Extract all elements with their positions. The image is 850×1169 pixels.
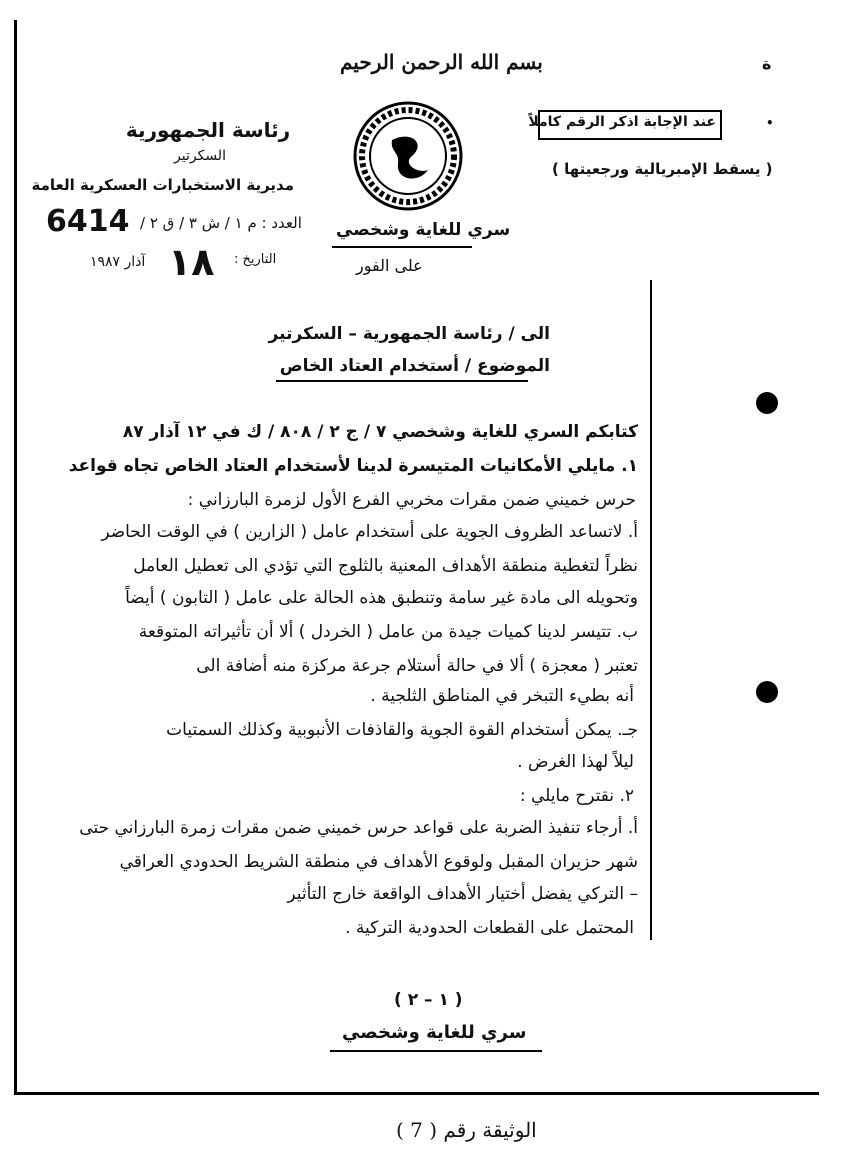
body-line: كتابكم السري للغاية وشخصي ٧ / ج ٢ / ٨٠٨ / ك في ١٢ آذار ٨٧ xyxy=(122,422,638,442)
body-line: أ. أرجاء تنفيذ الضربة على قواعد حرس خميني ضمن مقرات زمرة البارزاني حتى xyxy=(79,818,638,838)
body-line: نظراً لتغطية منطقة الأهداف المعنية بالثلوج التي تؤدي الى تعطيل العامل xyxy=(133,556,638,576)
seal-emblem xyxy=(352,100,464,212)
document-caption: الوثيقة رقم ( 7 ) xyxy=(396,1118,537,1142)
corner-mark: ة xyxy=(762,54,772,73)
corner-dot: • xyxy=(766,116,774,130)
body-line: شهر حزيران المقبل ولوقوع الأهداف في منطقة الشريط الحدودي العراقي xyxy=(119,852,638,872)
body-line: ب. تتيسر لدينا كميات جيدة من عامل ( الخردل ) ألا أن تأثيراته المتوقعة xyxy=(138,622,638,642)
date-suffix: آذار ١٩٨٧ xyxy=(90,254,146,270)
date-label: التاريخ : xyxy=(234,252,277,267)
date-value: ١٨ xyxy=(168,240,215,284)
body-line: وتحويله الى مادة غير سامة وتنطبق هذه الحالة على عامل ( التابون ) أيضاً xyxy=(125,588,638,608)
body-line: أنه بطيء التبخر في المناطق الثلجية . xyxy=(370,686,634,706)
org-sub-secretary: السكرتير xyxy=(174,148,226,164)
org-sub-intel: مديرية الاستخبارات العسكرية العامة xyxy=(31,176,294,194)
urgency: على الفور xyxy=(356,256,423,275)
page-indicator: ( ١ – ٢ ) xyxy=(394,990,463,1010)
ref-label: العدد : م ١ / ش ٣ / ق ٢ / xyxy=(140,214,302,232)
slogan: ( يسقط الإمبريالية ورجعيتها ) xyxy=(552,160,773,178)
body-line: أ. لاتساعد الظروف الجوية على أستخدام عامل ( الزارين ) في الوقت الحاضر xyxy=(101,522,638,542)
addressee-to: الى / رئاسة الجمهورية – السكرتير xyxy=(268,324,550,344)
punch-hole-top xyxy=(756,392,778,414)
classification-bottom: سري للغاية وشخصي xyxy=(342,1022,527,1043)
subject-underline xyxy=(276,380,528,382)
reply-stamp-text: عند الإجابة اذكر الرقم كاملاً xyxy=(528,114,716,130)
body-line: المحتمل على القطعات الحدودية التركية . xyxy=(345,918,634,938)
body-line: ليلاً لهذا الغرض . xyxy=(517,752,634,772)
org-name: رئاسة الجمهورية xyxy=(125,118,291,142)
body-line: تعتبر ( معجزة ) ألا في حالة أستلام جرعة مركزة منه أضافة الى xyxy=(196,656,638,676)
body-line: ٢. نقترح مايلي : xyxy=(519,786,634,806)
margin-line xyxy=(650,280,652,940)
ref-number: 6414 xyxy=(46,204,130,239)
classification-bottom-underline xyxy=(330,1050,542,1052)
body-line: حرس خميني ضمن مقرات مخربي الفرع الأول لزمرة البارزاني : xyxy=(187,490,636,510)
classification-top: سري للغاية وشخصي xyxy=(336,220,511,240)
punch-hole-bottom xyxy=(756,681,778,703)
subject-line: الموضوع / أستخدام العتاد الخاص xyxy=(279,356,550,376)
body-line: – التركي يفضل أختيار الأهداف الواقعة خارج التأثير xyxy=(287,884,638,904)
basmala: بسم الله الرحمن الرحيم xyxy=(340,50,543,74)
classification-underline xyxy=(332,246,472,248)
body-line: ١. مايلي الأمكانيات المتيسرة لدينا لأستخدام العتاد الخاص تجاه قواعد xyxy=(68,456,638,476)
body-line: جـ. يمكن أستخدام القوة الجوية والقاذفات الأنبوبية وكذلك السمتيات xyxy=(166,720,638,740)
